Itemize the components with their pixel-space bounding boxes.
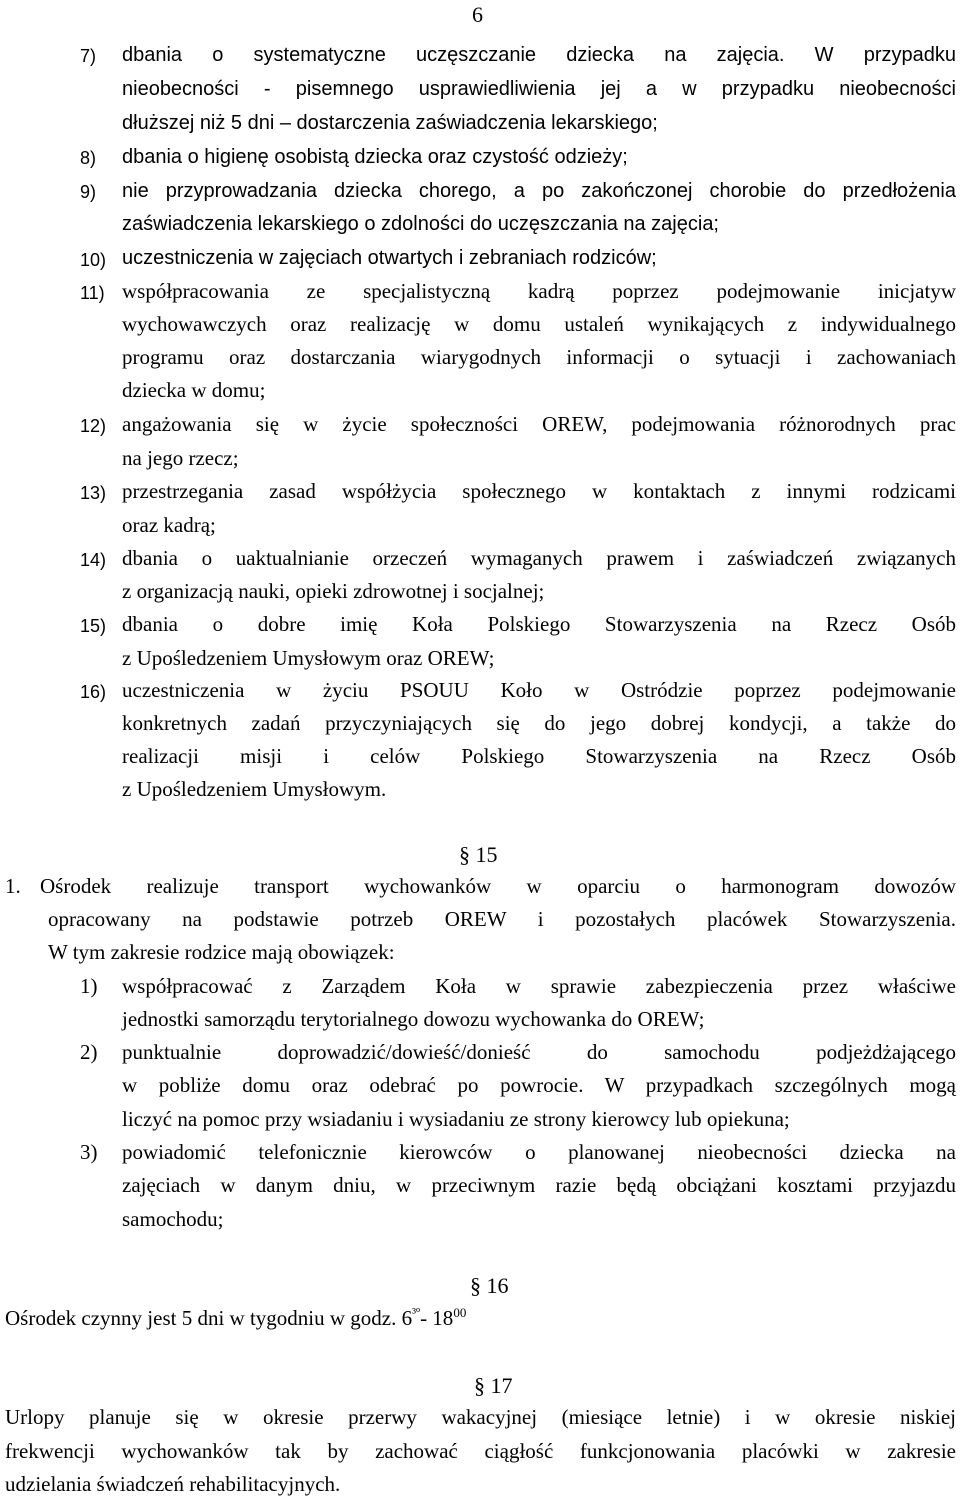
opening-hours [5,1305,466,1331]
list-item-line: uczestniczenia w zajęciach otwartych i zebraniach rodziców; [122,247,657,269]
section-heading: § 16 [470,1273,509,1298]
paragraph-line: udzielania świadczeń rehabilitacyjnych. [5,1472,341,1496]
list-item-line: nie przyprowadzania dziecka chorego, a po zakończonej chorobie do przedłożenia [122,180,956,202]
paragraph-number: 1. [5,874,21,898]
list-item-number: 15) [80,616,107,636]
list-item-number: 14) [80,550,107,570]
list-item-number: 8) [80,148,97,168]
opening-hours-separator: - 18 [420,1306,454,1330]
section-heading: § 15 [459,842,498,867]
paragraph-line: Urlopy planuje się w okresie przerwy wakacyjnej (miesiące letnie) i w okresie niskiej [5,1405,956,1429]
list-item-line: uczestniczenia w życiu PSOUU Koło w Ostródzie poprzez podejmowanie [122,678,956,702]
list-item-line: dbania o higienę osobistą dziecka oraz czystość odzieży; [122,146,628,168]
list-item-line: dbania o systematyczne uczęszczanie dziecka na zajęcia. W przypadku [122,44,956,66]
list-item-line: na jego rzecz; [122,446,239,470]
list-item-line: punktualnie doprowadzić/dowieść/donieść do samochodu podjeżdżającego [122,1040,956,1064]
list-item-number: 2) [80,1040,98,1064]
list-item-line: współpracować z Zarządem Koła w sprawie zabezpieczenia przez właściwe [122,974,956,998]
paragraph-line: opracowany na podstawie potrzeb OREW i pozostałych placówek Stowarzyszenia. [48,907,956,931]
page-number: 6 [472,2,483,27]
list-item-line: liczyć na pomoc przy wsiadaniu i wysiadaniu ze strony kierowcy lub opiekuna; [122,1107,790,1131]
list-item-number: 12) [80,416,107,436]
opening-hours-start-minutes: ³º [412,1305,421,1320]
list-item-line: z organizacją nauki, opieki zdrowotnej i socjalnej; [122,579,545,603]
list-item-line: oraz kadrą; [122,513,216,537]
list-item-line: programu oraz dostarczania wiarygodnych informacji o sytuacji i zachowaniach [122,345,956,369]
list-item-line: w pobliże domu oraz odebrać po powrocie. W przypadkach szczególnych mogą [122,1073,956,1097]
list-item-line: angażowania się w życie społeczności OREW, podejmowania różnorodnych prac [122,412,956,436]
list-item-line: wychowawczych oraz realizację w domu ustaleń wynikających z indywidualnego [122,312,956,336]
list-item-line: realizacji misji i celów Polskiego Stowarzyszenia na Rzecz Osób [122,744,956,768]
section-heading: § 17 [474,1373,513,1398]
paragraph-line: Ośrodek realizuje transport wychowanków w oparciu o harmonogram dowozów [40,874,956,898]
list-item-line: przestrzegania zasad współżycia społecznego w kontaktach z innymi rodzicami [122,479,956,503]
list-item-line: dbania o dobre imię Koła Polskiego Stowarzyszenia na Rzecz Osób [122,612,956,636]
list-item-line: zaświadczenia lekarskiego o zdolności do uczęszczania na zajęcia; [122,213,719,235]
list-item-number: 10) [80,250,107,270]
list-item-number: 7) [80,46,97,66]
list-item-line: powiadomić telefonicznie kierowców o planowanej nieobecności dziecka na [122,1140,956,1164]
list-item-line: nieobecności - pisemnego usprawiedliwienia jej a w przypadku nieobecności [122,78,956,100]
list-item-line: dziecka w domu; [122,378,266,402]
list-item-number: 13) [80,483,107,503]
opening-hours-end-minutes: 00 [453,1305,467,1320]
list-item-number: 11) [80,283,105,303]
list-item-line: z Upośledzeniem Umysłowym oraz OREW; [122,646,495,670]
list-item-line: zajęciach w danym dniu, w przeciwnym razie będą obciążani kosztami przyjazdu [122,1173,956,1197]
list-item-line: współpracowania ze specjalistyczną kadrą poprzez podejmowanie inicjatyw [122,279,956,303]
list-item-line: jednostki samorządu terytorialnego dowozu wychowanka do OREW; [122,1007,705,1031]
list-item-number: 16) [80,682,107,702]
list-item-number: 1) [80,974,98,998]
opening-hours-text: Ośrodek czynny jest 5 dni w tygodniu w godz. 6 [5,1306,413,1330]
list-item-line: z Upośledzeniem Umysłowym. [122,777,387,801]
list-item-line: dbania o uaktualnianie orzeczeń wymaganych prawem i zaświadczeń związanych [122,546,956,570]
list-item-line: dłuższej niż 5 dni – dostarczenia zaświadczenia lekarskiego; [122,112,658,134]
list-item-number: 3) [80,1140,98,1164]
list-item-line: konkretnych zadań przyczyniających się do jego dobrej kondycji, a także do [122,711,956,735]
list-item-line: samochodu; [122,1207,224,1231]
paragraph-line: W tym zakresie rodzice mają obowiązek: [48,940,395,964]
paragraph-line: frekwencji wychowanków tak by zachować ciągłość funkcjonowania placówki w zakresie [5,1439,956,1463]
list-item-number: 9) [80,182,97,202]
